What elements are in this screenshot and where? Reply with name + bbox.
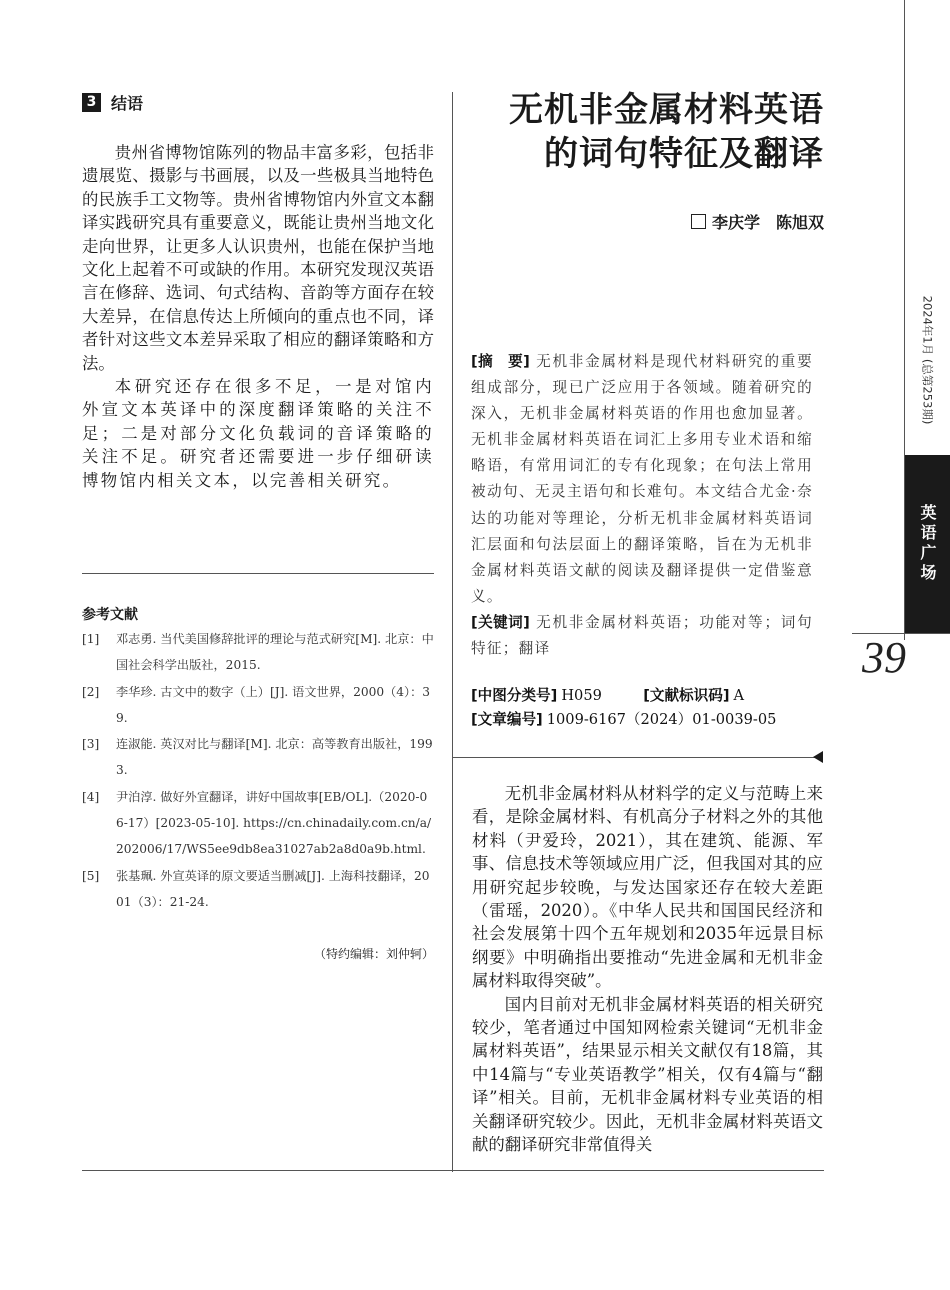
issue-info bbox=[905, 290, 950, 430]
doc-code-value: A bbox=[733, 687, 745, 704]
column-tab bbox=[905, 455, 950, 633]
reference-number: [4] bbox=[82, 789, 100, 804]
reference-text: 邓志勇. 当代美国修辞批评的理论与范式研究[M]. 北京：中国社会科学出版社，2015. bbox=[116, 632, 434, 673]
editor-credit: （特约编辑：刘仲轲） bbox=[313, 947, 434, 961]
page-number: 39 bbox=[862, 633, 906, 682]
section-title: 结语 bbox=[111, 93, 144, 113]
author-square-icon bbox=[691, 214, 706, 229]
left-arrow-icon bbox=[813, 751, 823, 763]
abstract-text: 无机非金属材料是现代材料研究的重要组成部分，现已广泛应用于各领域。随着研究的深入，无机非金属材料英语的作用也愈加显著。无机非金属材料英语在词汇上多用专业术语和缩略语，有常用词汇的专有化现象；在句法上常用被动句、无灵主语句和长难句。本文结合尤金·奈达的功能对等理论，分析无机非金属材料英语词汇层面和句法层面上的翻译策略，旨在为无机非金属材料英语文献的阅读及翻译提供一定借鉴意义。 bbox=[471, 353, 813, 605]
issue-text: 2024年1月 (总第253期) bbox=[920, 295, 935, 425]
reference-item bbox=[82, 863, 434, 916]
article-number-label: [文章编号] bbox=[471, 711, 543, 728]
reference-text: 尹泊淳. 做好外宣翻译，讲好中国故事[EB/OL].（2020-06-17）[2023-05-10]. https://cn.chinadaily.com.cn/a/202006/17/WS5ee9db8ea31027ab2a8d0a9b.html. bbox=[116, 789, 432, 857]
classification-row bbox=[471, 684, 744, 705]
conclusion-paragraph-1: 贵州省博物馆陈列的物品丰富多彩，包括非遗展览、摄影与书画展，以及一些极具当地特色的民族手工文物等。贵州省博物馆内外宣文本翻译实践研究具有重要意义，既能让贵州当地文化走向世界，让更多人认识贵州，也能在保护当地文化上起着不可或缺的作用。本研究发现汉英语言在修辞、选词、句式结构、音韵等方面存在较大差异，在信息传达上所倾向的重点也不同，译者针对这些文本差异采取了相应的翻译策略和方法。 bbox=[82, 143, 434, 373]
article-title bbox=[470, 88, 824, 176]
abstract-block bbox=[471, 349, 813, 662]
section-heading bbox=[82, 92, 143, 112]
column-divider bbox=[452, 92, 453, 1172]
page-bottom-rule bbox=[82, 1170, 824, 1171]
article-number-row bbox=[471, 708, 776, 729]
reference-item bbox=[82, 784, 434, 863]
keywords-label: [关键词] bbox=[471, 613, 530, 631]
column-name: 英语广场 bbox=[918, 504, 937, 584]
reference-number: [2] bbox=[82, 684, 100, 699]
references-heading: 参考文献 bbox=[82, 607, 138, 623]
abstract-divider bbox=[452, 757, 817, 758]
keywords-text: 无机非金属材料英语；功能对等；词句特征；翻译 bbox=[471, 613, 813, 658]
article-authors bbox=[691, 210, 824, 233]
author-names: 李庆学 陈旭双 bbox=[711, 213, 824, 232]
reference-number: [1] bbox=[82, 632, 100, 646]
references-divider bbox=[82, 573, 434, 574]
body-paragraph-2: 国内目前对无机非金属材料英语的相关研究较少，笔者通过中国知网检索关键词“无机非金属材料英语”，结果显示相关文献仅有18篇，其中14篇与“专业英语教学”相关，仅有4篇与“翻译”相关。目前，无机非金属材料专业英语的相关翻译研究较少。因此，无机非金属材料英语文献的翻译研究非常值得关 bbox=[472, 994, 823, 1155]
conclusion-text bbox=[82, 141, 434, 492]
clc-value: H059 bbox=[561, 687, 602, 704]
doc-code-label: [文献标识码] bbox=[643, 687, 730, 704]
body-paragraph-1: 无机非金属材料从材料学的定义与范畴上来看，是除金属材料、有机高分子材料之外的其他材料（尹爱玲，2021），其在建筑、能源、军事、信息技术等领域应用广泛，但我国对其的应用研究起步较晚，与发达国家还存在较大差距（雷瑶，2020）。《中华人民共和国国民经济和社会发展第十四个五年规划和2035年远景目标纲要》中明确指出要推动“先进金属和无机非金属材料取得突破”。 bbox=[472, 784, 823, 991]
section-number: 3 bbox=[82, 93, 101, 112]
reference-text: 连淑能. 英汉对比与翻译[M]. 北京：高等教育出版社，1993. bbox=[116, 737, 433, 778]
abstract-label: [摘 要] bbox=[471, 353, 530, 370]
reference-item bbox=[82, 626, 434, 679]
reference-item bbox=[82, 679, 434, 732]
article-title-line-2: 的词句特征及翻译 bbox=[544, 134, 824, 174]
reference-number: [3] bbox=[82, 737, 100, 752]
clc-label: [中图分类号] bbox=[471, 687, 558, 704]
article-body bbox=[472, 782, 823, 1157]
reference-text: 李华珍. 古文中的数字（上）[J]. 语文世界，2000（4）：39. bbox=[116, 684, 431, 725]
reference-text: 张基珮. 外宣英译的原文要适当删减[J]. 上海科技翻译，2001（3）：21-24. bbox=[116, 868, 430, 909]
article-title-line-1: 无机非金属材料英语 bbox=[509, 90, 824, 130]
references-list bbox=[82, 626, 434, 915]
reference-item bbox=[82, 731, 434, 784]
conclusion-paragraph-2: 本研究还存在很多不足，一是对馆内外宣文本英译中的深度翻译策略的关注不足；二是对部分文化负载词的音译策略的关注不足。研究者还需要进一步仔细研读博物馆内相关文本，以完善相关研究。 bbox=[82, 377, 434, 490]
article-number-value: 1009-6167（2024）01-0039-05 bbox=[546, 711, 777, 728]
reference-number: [5] bbox=[82, 868, 100, 883]
